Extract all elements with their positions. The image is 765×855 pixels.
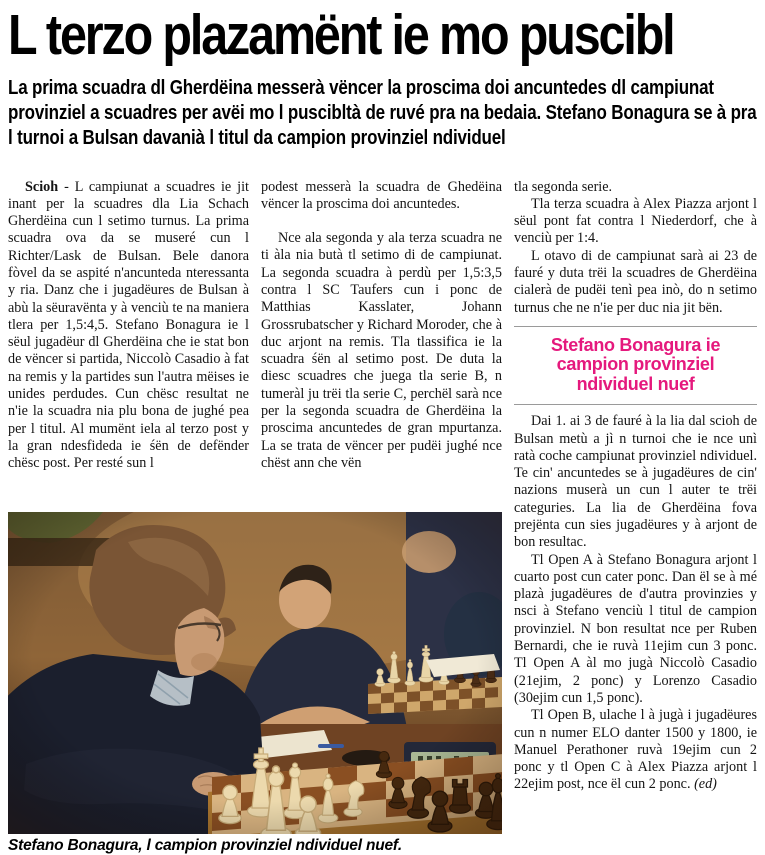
- paragraph-text: Tl Open B, ulache l à jugà i jugadëures cun n numer ELO danter 1500 y 1800, ie Manuel Perathoner ruvà 19ejim cun 2 ponc y tl Open C à Alex Piazza arjont l 22ejim post, nce ël cun 2 ponc.: [514, 707, 757, 793]
- paragraph: L otavo di de campiunat sarà ai 23 de fauré y duta trëi la scuadres de Gherdëina cialerà de pudëi tenì pea inò, do n setimo turnus che ne n'ie per duc nia jit bën.: [514, 247, 757, 316]
- paragraph: Dai 1. ai 3 de fauré à la lia dal scioh de Bulsan metù a jì n turnoi che ie nce unì ratà coche campiunat provinziel ndividuel. Te cin' ancuntedes se à jugadëures de cin' nazions muserà un cun l auter te trëi categuries. La lia de Gherdëina fova prejënta cun sies jugadëures y à arjont de bon resultac.: [514, 413, 757, 551]
- photo-caption: Stefano Bonagura, l campion provinziel ndividuel nuef.: [8, 836, 402, 854]
- paragraph: Nce ala segonda y ala terza scuadra ne ti àla nia butà tl setimo di de campiunat. La segonda scuadra à perdù per 1,5:3,5 contra l SC Taufers cun i ponc de Matthias Kasslater, Johann Grossrubatscher y Richard Moroder, che à duc arjont na remis. Tla tlassifica ie la scuadra śën al setimo post. De duta la diesc scuadres che juega tla serie B, n tumeràl ju trëi tla serie C, perchël sarà nce per la segonda scuadra de Gherdëina la proscima ancuntedes de gran mpurtanza. La se trata de vëncer per pudëi jughé nce chëst ann che vën: [261, 230, 502, 471]
- paragraph: [8, 179, 249, 473]
- paragraph: [514, 707, 757, 793]
- vignette: [8, 512, 502, 834]
- column-2: [261, 179, 502, 509]
- paragraph: podest messerà la scuadra de Ghedëina vëncer la proscima doi ancuntedes.: [261, 178, 502, 212]
- paragraph: tla segonda serie.: [514, 178, 613, 195]
- subheadline: La prima scuadra dl Gherdëina messerà vëncer la proscima doi ancuntedes dl campiunat provinziel a scuadres per avëi mo l puscibltà de ruvé pra na bedaia. Stefano Bonagura se à pra l turnoi a Bulsan davanià l titul da campion provinziel ndividuel: [8, 76, 757, 149]
- columns-1-2: [8, 179, 502, 509]
- left-zone: [8, 179, 502, 855]
- lead-word: Scioh: [25, 178, 59, 195]
- subheadline-wrap: [8, 76, 757, 150]
- paragraph-text: - L campiunat a scuadres ie jit inant per la scuadres dla Lia Schach Gherdëina cun l setimo turnus. La prima scuadra ova da se museré cun l Richter/Lask de Bulsan. Bele danora fòvel da se aspité n'ancunteda nteressanta y ria. Danz che i jugadëures de Bulsan à abù la sëuravënta y à venciù te na maniera tlera per 1,5:4,5. Stefano Bonagura ie l sëul jugadëur dl Gherdëina che ie stat bon de vëncer si partida, Niccolò Casadio à fat na remis y la partides sun l'autra mëises ie unides perdudes. Cun chësc resultat ne n'ie la scuadra nia plu bona de jughé pea per l titul. Al mumënt iela al terzo post y la gran ndesfideda ie śën de defënder chësc post. Per resté sun l: [8, 178, 249, 472]
- headline: L terzo plazamënt ie mo puscibl: [8, 3, 674, 67]
- section-subhead: Stefano Bonagura ie campion provinziel ndividuel nuef: [550, 334, 721, 394]
- article-photo-figure: [8, 512, 502, 855]
- column-1: [8, 179, 249, 509]
- author-initials: (ed): [694, 776, 717, 793]
- section-subhead-block: [514, 326, 757, 405]
- column-3: [514, 179, 757, 854]
- paragraph: Tla terza scuadra à Alex Piazza arjont l sëul pont fat contra l Niederdorf, che à venciù per 1:4.: [514, 195, 757, 247]
- article-body: [8, 179, 757, 855]
- paragraph: Tl Open A à Stefano Bonagura arjont l cuarto post cun cater ponc. Dan ël se à mé plazà jugadëures de d'autra provinzies y nsci à Stefano venciù l titul de campion provinziel. N bon resultat nce per Ruben Bernardi, che ie ruvà 11ejim cun 3 ponc. Tl Open A àl mo jugà Niccolò Casadio (21ejim, 2 ponc) y Lorenzo Casadio (30ejim cun 1,5 ponc).: [514, 551, 757, 706]
- chess-players-photo: [8, 512, 502, 834]
